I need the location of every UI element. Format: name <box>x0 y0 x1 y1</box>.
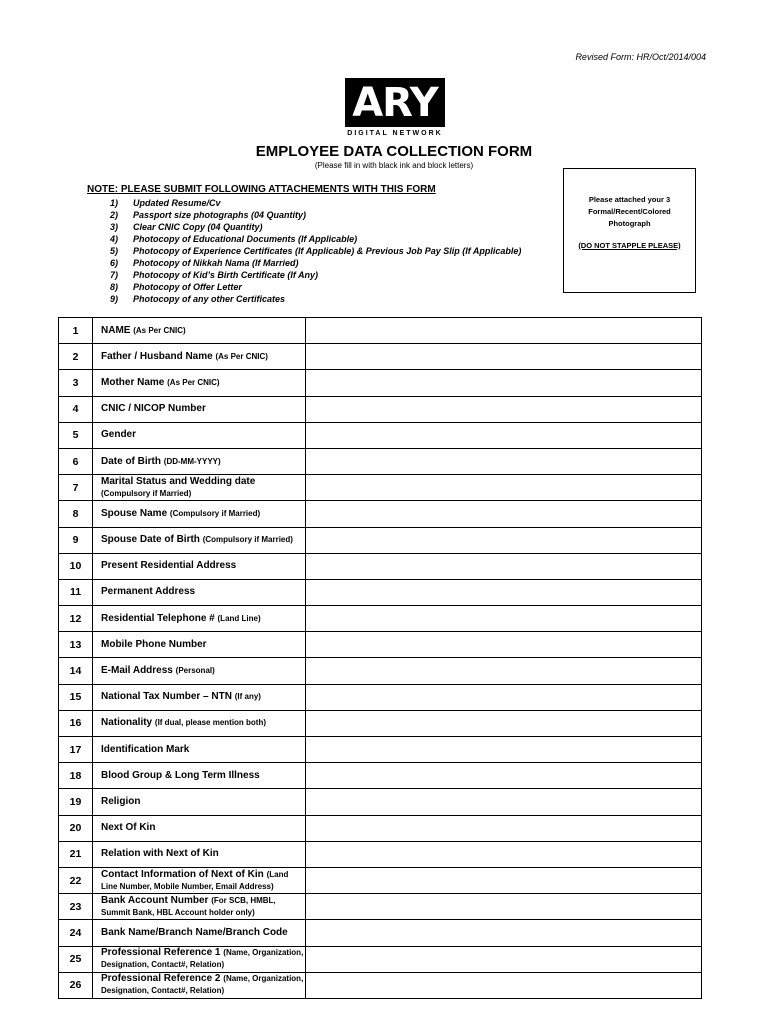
field-label: Gender <box>101 429 137 441</box>
row-number: 6 <box>59 448 93 474</box>
attachment-text: Photocopy of Educational Documents (If Applicable) <box>133 234 358 244</box>
photo-box-line3: Photograph <box>608 219 651 228</box>
field-note: (As Per CNIC) <box>167 377 220 387</box>
form-row <box>59 370 702 396</box>
field-value[interactable] <box>306 475 702 501</box>
field-label-cell <box>93 527 306 553</box>
field-value[interactable] <box>306 737 702 763</box>
field-label-cell <box>93 448 306 474</box>
field-label: Bank Name/Branch Name/Branch Code <box>101 926 288 938</box>
attachment-item <box>110 269 521 281</box>
field-label: Present Residential Address <box>101 560 237 572</box>
field-label: E-Mail Address <box>101 665 173 677</box>
attachment-number: 5) <box>110 246 119 256</box>
photo-box-warning: (DO NOT STAPPLE PLEASE) <box>578 241 681 250</box>
field-value[interactable] <box>306 841 702 867</box>
form-row <box>59 658 702 684</box>
attachment-item <box>110 245 521 257</box>
form-row <box>59 448 702 474</box>
field-label-cell <box>93 396 306 422</box>
ary-logo-mark: ARY <box>345 78 445 127</box>
attachment-number: 1) <box>110 198 119 208</box>
row-number: 8 <box>59 501 93 527</box>
row-number: 15 <box>59 684 93 710</box>
row-number: 10 <box>59 553 93 579</box>
attachment-item <box>110 257 521 269</box>
field-label: Spouse Name <box>101 507 168 519</box>
form-row <box>59 318 702 344</box>
field-label-cell <box>93 370 306 396</box>
form-row <box>59 606 702 632</box>
row-number: 16 <box>59 710 93 736</box>
row-number: 19 <box>59 789 93 815</box>
field-value[interactable] <box>306 632 702 658</box>
form-row <box>59 553 702 579</box>
form-row <box>59 501 702 527</box>
row-number: 22 <box>59 867 93 893</box>
field-value[interactable] <box>306 710 702 736</box>
field-value[interactable] <box>306 579 702 605</box>
field-label: CNIC / NICOP Number <box>101 403 206 415</box>
field-value[interactable] <box>306 318 702 344</box>
row-number: 9 <box>59 527 93 553</box>
field-label: Next Of Kin <box>101 822 156 834</box>
row-number: 3 <box>59 370 93 396</box>
field-label: Spouse Date of Birth <box>101 534 200 546</box>
attachment-text: Photocopy of Kid’s Birth Certificate (If Any) <box>133 270 319 280</box>
field-label-cell <box>93 841 306 867</box>
attachments-note: NOTE: PLEASE SUBMIT FOLLOWING ATTACHEMENTS WITH THIS FORM <box>87 184 436 195</box>
field-label: Professional Reference 1 <box>101 947 221 959</box>
form-row <box>59 396 702 422</box>
photo-box-line2: Formal/Recent/Colored <box>588 207 671 216</box>
attachment-item <box>110 293 521 305</box>
field-value[interactable] <box>306 658 702 684</box>
field-value[interactable] <box>306 894 702 920</box>
field-label: Residential Telephone # <box>101 612 215 624</box>
attachment-number: 7) <box>110 270 119 280</box>
field-value[interactable] <box>306 448 702 474</box>
field-label: Relation with Next of Kin <box>101 848 219 860</box>
field-label-cell <box>93 867 306 893</box>
row-number: 7 <box>59 475 93 501</box>
form-row <box>59 737 702 763</box>
attachment-item <box>110 209 521 221</box>
field-value[interactable] <box>306 501 702 527</box>
field-note: (As Per CNIC) <box>215 351 268 361</box>
field-label: Blood Group & Long Term Illness <box>101 769 260 781</box>
attachment-item <box>110 221 521 233</box>
form-row <box>59 763 702 789</box>
row-number: 24 <box>59 920 93 946</box>
field-value[interactable] <box>306 920 702 946</box>
form-row <box>59 475 702 501</box>
field-label-cell <box>93 475 306 501</box>
field-label: Nationality <box>101 717 153 729</box>
field-value[interactable] <box>306 553 702 579</box>
field-label-cell <box>93 789 306 815</box>
attachment-number: 6) <box>110 258 119 268</box>
field-value[interactable] <box>306 396 702 422</box>
field-value[interactable] <box>306 946 702 972</box>
field-label-cell <box>93 658 306 684</box>
revised-form-code: Revised Form: HR/Oct/2014/004 <box>575 52 706 62</box>
field-label: Marital Status and Wedding date <box>101 475 256 487</box>
row-number: 5 <box>59 422 93 448</box>
field-value[interactable] <box>306 789 702 815</box>
field-label: Identification Mark <box>101 743 190 755</box>
attachment-number: 9) <box>110 294 119 304</box>
form-row <box>59 946 702 972</box>
field-value[interactable] <box>306 606 702 632</box>
form-row <box>59 344 702 370</box>
field-note: (Compulsory if Married) <box>202 535 293 545</box>
row-number: 14 <box>59 658 93 684</box>
attachment-text: Photocopy of Offer Letter <box>133 282 242 292</box>
field-label-cell <box>93 318 306 344</box>
row-number: 21 <box>59 841 93 867</box>
form-row <box>59 894 702 920</box>
employee-data-table <box>58 317 702 999</box>
form-row <box>59 841 702 867</box>
field-label: Father / Husband Name <box>101 350 213 362</box>
field-label: Mobile Phone Number <box>101 638 207 650</box>
attachment-number: 4) <box>110 234 119 244</box>
field-label-cell <box>93 946 306 972</box>
field-label-cell <box>93 344 306 370</box>
field-label: Permanent Address <box>101 586 196 598</box>
field-label: Mother Name <box>101 376 165 388</box>
field-label-cell <box>93 894 306 920</box>
form-title: EMPLOYEE DATA COLLECTION FORM <box>255 143 533 160</box>
field-value[interactable] <box>306 763 702 789</box>
field-value[interactable] <box>306 422 702 448</box>
field-value[interactable] <box>306 527 702 553</box>
attachment-number: 8) <box>110 282 119 292</box>
field-label-cell <box>93 815 306 841</box>
attachment-item <box>110 197 521 209</box>
field-label-cell <box>93 501 306 527</box>
field-value[interactable] <box>306 684 702 710</box>
form-row <box>59 867 702 893</box>
field-label-cell <box>93 632 306 658</box>
field-label: Date of Birth <box>101 455 161 467</box>
attachment-text: Passport size photographs (04 Quantity) <box>133 210 307 220</box>
field-value[interactable] <box>306 344 702 370</box>
form-row <box>59 710 702 736</box>
row-number: 2 <box>59 344 93 370</box>
field-note: (Personal) <box>175 666 215 676</box>
field-label-cell <box>93 763 306 789</box>
row-number: 13 <box>59 632 93 658</box>
row-number: 12 <box>59 606 93 632</box>
attachment-number: 2) <box>110 210 119 220</box>
field-label-cell <box>93 684 306 710</box>
field-label-cell <box>93 710 306 736</box>
row-number: 11 <box>59 579 93 605</box>
field-note: (DD-MM-YYYY) <box>163 456 221 466</box>
row-number: 17 <box>59 737 93 763</box>
field-note: (Land Line Number, Mobile Number, Email Address) <box>101 869 289 891</box>
form-row <box>59 422 702 448</box>
row-number: 1 <box>59 318 93 344</box>
field-note: (As Per CNIC) <box>133 325 186 335</box>
form-row <box>59 789 702 815</box>
field-note: (Compulsory if Married) <box>101 488 192 498</box>
row-number: 18 <box>59 763 93 789</box>
row-number: 25 <box>59 946 93 972</box>
photo-box[interactable] <box>563 168 696 293</box>
form-row <box>59 579 702 605</box>
field-label-cell <box>93 553 306 579</box>
field-note: (Name, Organization, Designation, Contact#, Relation) <box>101 948 304 970</box>
row-number: 4 <box>59 396 93 422</box>
photo-box-line1: Please attached your 3 <box>588 195 671 204</box>
ary-logo <box>345 78 445 140</box>
row-number: 20 <box>59 815 93 841</box>
field-value[interactable] <box>306 972 702 998</box>
field-note: (Compulsory if Married) <box>169 508 261 518</box>
field-label: Religion <box>101 795 141 807</box>
form-row <box>59 684 702 710</box>
field-label: Professional Reference 2 <box>101 973 221 985</box>
field-label-cell <box>93 972 306 998</box>
attachment-text: Photocopy of Nikkah Nama (If Married) <box>133 258 299 268</box>
form-row <box>59 527 702 553</box>
field-note: (For SCB, HMBL, Summit Bank, HBL Account holder only) <box>101 895 276 917</box>
field-label-cell <box>93 606 306 632</box>
field-label: NAME <box>101 324 131 336</box>
attachment-text: Photocopy of Experience Certificates (If Applicable) & Previous Job Pay Slip (If Applicable) <box>133 246 522 256</box>
field-note: (If dual, please mention both) <box>154 718 267 728</box>
field-note: (If any) <box>234 692 261 702</box>
form-row <box>59 815 702 841</box>
attachment-text: Updated Resume/Cv <box>133 198 221 208</box>
field-note: (Name, Organization, Designation, Contact#, Relation) <box>101 974 304 996</box>
field-value[interactable] <box>306 867 702 893</box>
field-label-cell <box>93 579 306 605</box>
field-value[interactable] <box>306 370 702 396</box>
field-label: National Tax Number – NTN <box>101 691 232 703</box>
field-value[interactable] <box>306 815 702 841</box>
ary-logo-tagline: DIGITAL NETWORK <box>347 130 443 137</box>
attachment-text: Clear CNIC Copy (04 Quantity) <box>133 222 263 232</box>
field-label-cell <box>93 422 306 448</box>
attachment-item <box>110 281 521 293</box>
form-subtitle: (Please fill in with black ink and block letters) <box>314 161 474 170</box>
attachment-item <box>110 233 521 245</box>
attachment-number: 3) <box>110 222 119 232</box>
row-number: 23 <box>59 894 93 920</box>
field-label-cell <box>93 920 306 946</box>
attachment-text: Photocopy of any other Certificates <box>133 294 286 304</box>
field-note: (Land Line) <box>217 613 261 623</box>
attachments-list <box>110 197 521 305</box>
field-label: Bank Account Number <box>101 894 209 906</box>
row-number: 26 <box>59 972 93 998</box>
field-label-cell <box>93 737 306 763</box>
form-row <box>59 632 702 658</box>
field-label: Contact Information of Next of Kin <box>101 868 264 880</box>
form-row <box>59 920 702 946</box>
form-row <box>59 972 702 998</box>
